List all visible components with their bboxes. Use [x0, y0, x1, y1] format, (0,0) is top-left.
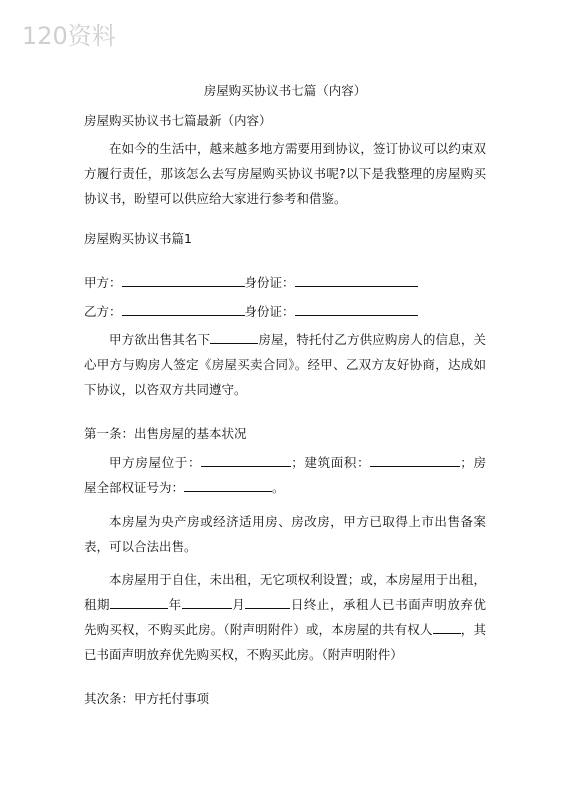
party-b-row: [84, 299, 418, 324]
location-field[interactable]: [201, 452, 291, 467]
party-a-row: [84, 270, 418, 295]
entrust-text-start: 甲方欲出售其名下: [109, 332, 211, 347]
watermark: 120资料: [22, 22, 116, 50]
usage-text-start: 本房屋用于自住，未出租，无它项权利设置；或，本房屋用于出租，租期: [84, 572, 486, 612]
location-label: 甲方房屋位于：: [109, 455, 202, 470]
certificate-field[interactable]: [184, 477, 272, 492]
lease-day-field[interactable]: [245, 594, 290, 609]
period: 。: [272, 480, 285, 495]
property-info-paragraph: [84, 450, 486, 500]
entrust-paragraph: [84, 327, 486, 402]
year-label: 年: [168, 597, 182, 612]
area-label: ；建筑面积：: [291, 455, 371, 470]
area-field[interactable]: [370, 452, 460, 467]
housing-type-paragraph: 本房屋为央产房或经济适用房、房改房，甲方已取得上市出售备案表，可以合法出售。: [84, 514, 486, 554]
id-label: 身份证：: [244, 275, 295, 290]
entrust-text-end: 房屋，特托付乙方供应购房人的信息，关心甲方与购房人签定《房屋买卖合同》。经甲、乙双方友好协商，达成如下协议，以咨双方共同遵守。: [84, 332, 486, 397]
party-a-label: 甲方：: [84, 275, 122, 290]
usage-text-end: ，其已书面声明放弃优先购买权，不购买此房。（附声明附件）: [84, 622, 486, 662]
usage-text-middle: 日终止，承租人已书面声明放弃优先购买权，不购买此房。（附声明附件）或，本房屋的共有权人: [84, 597, 486, 637]
section-heading: 房屋购买协议书篇1: [84, 231, 192, 246]
party-b-id-field[interactable]: [295, 301, 418, 316]
intro-paragraph: 在如今的生活中，越来越多地方需要用到协议，签订协议可以约束双方履行责任，那该怎么去写房屋购买协议书呢?以下是我整理的房屋购买协议书，盼望可以供应给大家进行参考和借鉴。: [84, 141, 486, 206]
certificate-label: ；房屋全部权证号为：: [84, 455, 486, 495]
party-b-name-field[interactable]: [122, 301, 245, 316]
id-label: 身份证：: [244, 304, 295, 319]
property-name-field[interactable]: [210, 329, 258, 344]
party-a-name-field[interactable]: [122, 272, 245, 287]
month-label: 月: [231, 597, 246, 612]
article-2-heading: 其次条：甲方托付事项: [84, 691, 210, 706]
co-owner-field[interactable]: [433, 619, 461, 634]
lease-year-field[interactable]: [110, 594, 168, 609]
party-a-id-field[interactable]: [295, 272, 418, 287]
party-b-label: 乙方：: [84, 304, 122, 319]
usage-paragraph: [84, 567, 486, 667]
document-subtitle: 房屋购买协议书七篇最新（内容）: [84, 113, 272, 128]
article-1-heading: 第一条：出售房屋的基本状况: [84, 426, 247, 441]
lease-month-field[interactable]: [182, 594, 232, 609]
document-title: 房屋购买协议书七篇（内容）: [203, 83, 367, 98]
